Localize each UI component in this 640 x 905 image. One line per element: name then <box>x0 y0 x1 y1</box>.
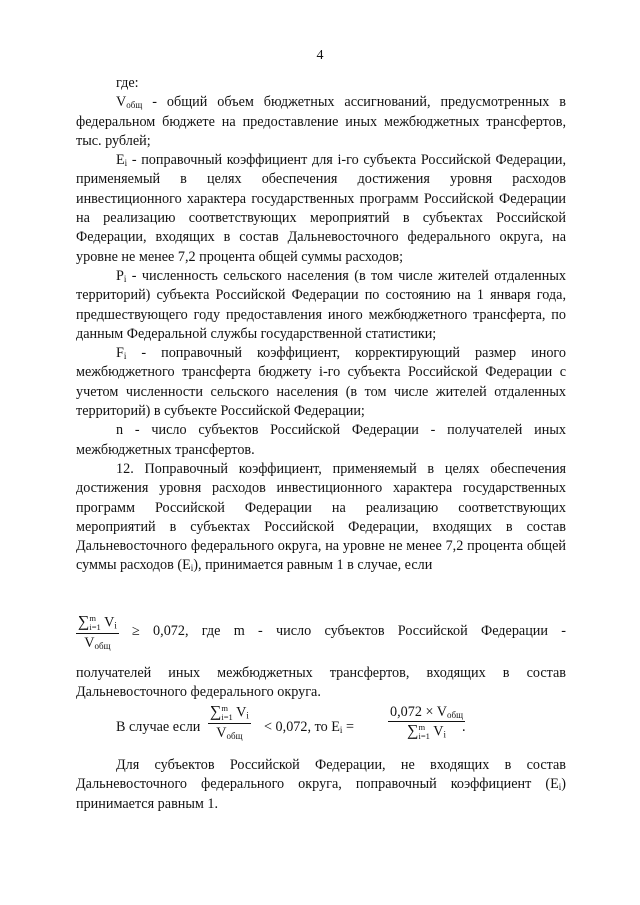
definition-e-i: $E_i$ - поправочный коэффициент для i-го субъекта Российской Федерации, применяемый в целях обеспечения достижения уровня расходов инвестиционного характера государственных программ Российской Федерации на реализацию соответствующих мероприятий в субъектах Российской Федерации, входящих в состав Дальневосточного федерального округа, на уровне не менее 7,2 процента общей суммы расходов; <box>76 152 566 265</box>
definition-n: n - число субъектов Российской Федерации - получателей иных межбюджетных трансфертов. <box>76 422 566 458</box>
where-label: где: <box>116 75 139 91</box>
final-paragraph: Для субъектов Российской Федерации, не входящих в состав Дальневосточного федерального округа, поправочный коэффициент $(E_i)$ принимается равным 1. <box>76 757 566 812</box>
final-paragraph-block <box>76 756 566 814</box>
formula-condition-line <box>76 614 566 664</box>
sum-over-total-fraction: ∑ m i=1 $V_i$ $V_{общ}$ <box>78 613 117 651</box>
definition-f-i: $F_i$ - поправочный коэффициент, корректирующий размер иного межбюджетного трансферта бюджету i-го субъекта Российской Федерации с учетом численности сельского населения (в том числе жителей отдаленных территорий) в субъекте Российской Федерации; <box>76 345 566 420</box>
sum-over-total-fraction-2: ∑ m i=1 $V_i$ $V_{общ}$ <box>210 703 249 741</box>
condition-text: ≥ 0,072, где m - число субъектов Российской Федерации - <box>132 623 566 639</box>
definition-p-i: $P_i$ - численность сельского населения (в том числе жителей отдаленных территорий) субъекта Российской Федерации по состоянию на 1 января года, предшествующего году предоставления иного межбюджетного трансферта, по данным Федеральной службы государственной статистики; <box>76 267 566 342</box>
formula-otherwise-line: В случае если ∑ m i=1 $V_i$ $V_{общ}$ < 0,072, то $E_i$ = $0,072 \times V_{общ}$ ∑ m i=1 $V_i$ . <box>116 703 466 741</box>
definitions-block <box>76 74 566 576</box>
definition-v-total: $V_{общ}$ - общий объем бюджетных ассигнований, предусмотренных в федеральном бюджете на предоставление иных межбюджетных трансфертов, тыс. рублей; <box>76 94 566 149</box>
coefficient-fraction: $0,072 \times V_{общ}$ ∑ m i=1 $V_i$ <box>390 704 464 741</box>
paragraph-12: 12. Поправочный коэффициент, применяемый в целях обеспечения достижения уровня расходов инвестиционного характера государственных программ Российской Федерации на реализацию соответствующих мероприятий в субъектах Российской Федерации, входящих в состав Дальневосточного федерального округа, на уровне не менее 7,2 процента общей суммы расходов $(E_i)$, принимается равным 1 в случае, если <box>76 460 566 574</box>
page-number: 4 <box>316 48 324 63</box>
condition-continuation: получателей иных межбюджетных трансфертов, входящих в состав Дальневосточного федерального округа. <box>76 665 566 701</box>
